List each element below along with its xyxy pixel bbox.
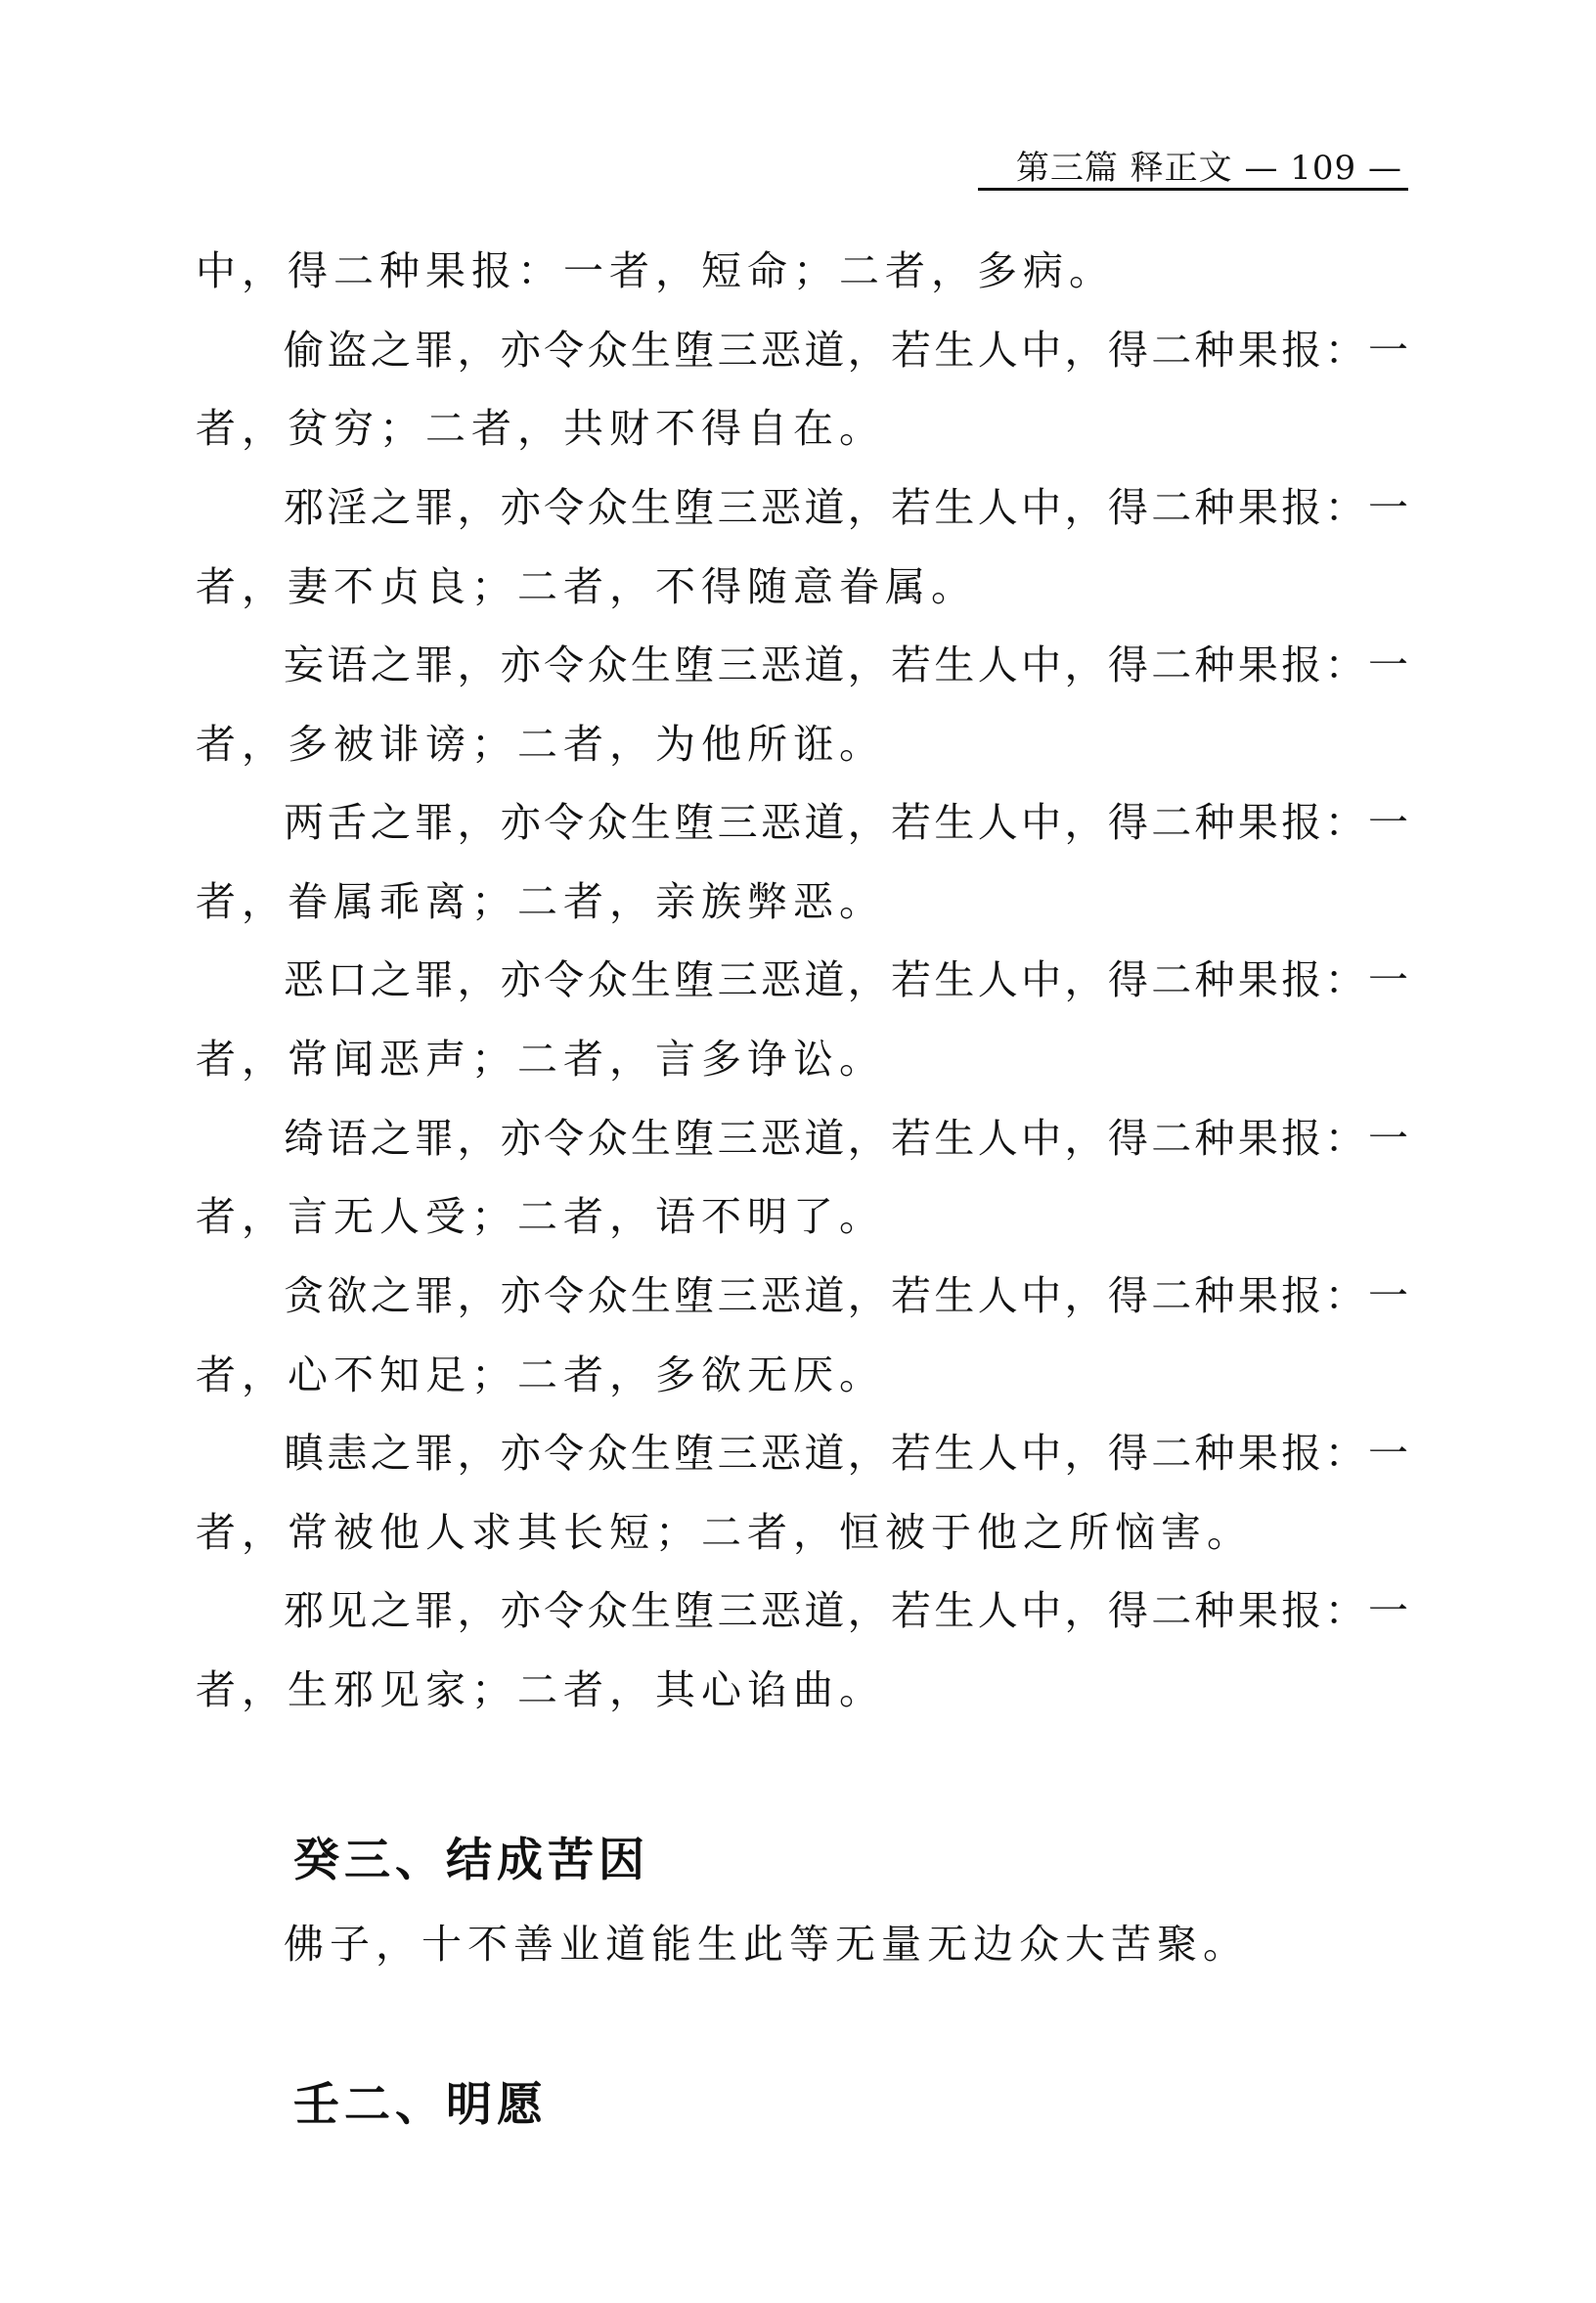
text-line: 瞋恚之罪，亦令众生堕三恶道，若生人中，得二种果报：一 <box>284 1430 1408 1477</box>
text-line: 者，言无人受；二者，语不明了。 <box>196 1193 885 1240</box>
text-line: 中，得二种果报：一者，短命；二者，多病。 <box>196 247 1115 294</box>
text-line: 绮语之罪，亦令众生堕三恶道，若生人中，得二种果报：一 <box>284 1115 1408 1162</box>
section-text: 佛子，十不善业道能生此等无量无边众大苦聚。 <box>284 1921 1249 1968</box>
text-line: 邪淫之罪，亦令众生堕三恶道，若生人中，得二种果报：一 <box>284 484 1408 531</box>
text-line: 者，生邪见家；二者，其心谄曲。 <box>196 1666 885 1713</box>
running-header <box>978 137 1408 191</box>
section-heading: 癸三、结成苦因 <box>293 1834 649 1887</box>
text-line: 者，心不知足；二者，多欲无厌。 <box>196 1351 885 1398</box>
running-title: 第三篇 释正文 — 109 — <box>1015 149 1402 188</box>
text-line: 者，多被诽谤；二者，为他所诳。 <box>196 721 885 768</box>
section-heading: 壬二、明愿 <box>293 2078 548 2132</box>
text-line: 者，眷属乖离；二者，亲族弊恶。 <box>196 878 885 925</box>
text-line: 者，常被他人求其长短；二者，恒被于他之所恼害。 <box>196 1509 1253 1556</box>
text-line: 贪欲之罪，亦令众生堕三恶道，若生人中，得二种果报：一 <box>284 1272 1408 1319</box>
text-line: 邪见之罪，亦令众生堕三恶道，若生人中，得二种果报：一 <box>284 1587 1408 1634</box>
text-line: 偷盗之罪，亦令众生堕三恶道，若生人中，得二种果报：一 <box>284 327 1408 374</box>
text-line: 者，妻不贞良；二者，不得随意眷属。 <box>196 563 977 610</box>
text-line: 妄语之罪，亦令众生堕三恶道，若生人中，得二种果报：一 <box>284 642 1408 688</box>
text-line: 两舌之罪，亦令众生堕三恶道，若生人中，得二种果报：一 <box>284 799 1408 846</box>
text-line: 恶口之罪，亦令众生堕三恶道，若生人中，得二种果报：一 <box>284 956 1408 1003</box>
text-line: 者，常闻恶声；二者，言多诤讼。 <box>196 1036 885 1083</box>
text-line: 者，贫穷；二者，共财不得自在。 <box>196 405 885 452</box>
